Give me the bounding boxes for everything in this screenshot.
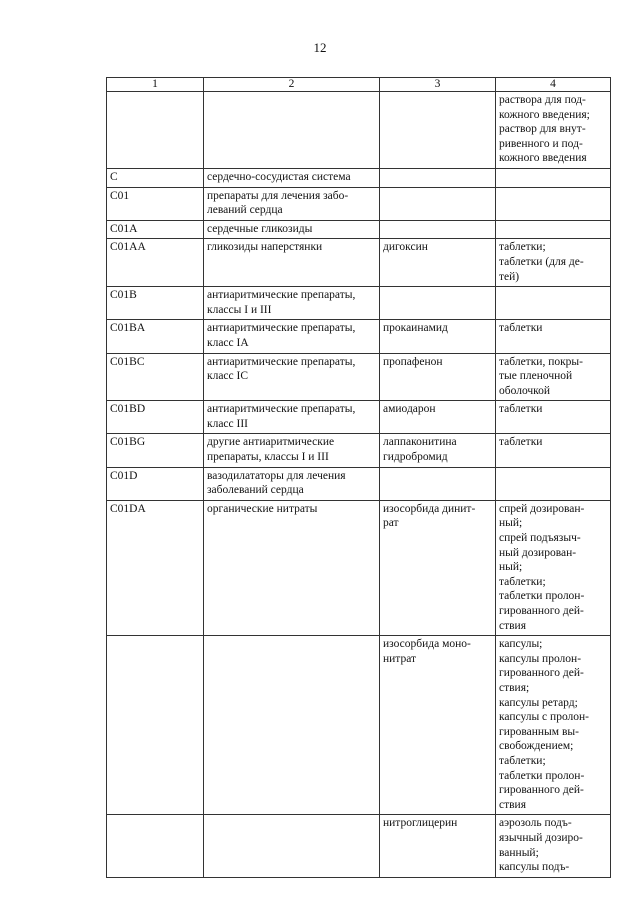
drug-classification-table xyxy=(106,77,611,878)
cell-text-line: ный дозирован- xyxy=(499,546,577,559)
dosage-form-cell xyxy=(496,168,611,187)
cell-text-line: спрей подъязыч- xyxy=(499,532,581,545)
cell-text-line: гликозиды наперстянки xyxy=(207,241,323,254)
drug-name-cell xyxy=(380,168,496,187)
cell-text-line: спрей дозирован- xyxy=(499,502,585,515)
group-name-cell xyxy=(204,287,380,320)
column-header: 2 xyxy=(204,78,380,92)
cell-text-line: капсулы ретард; xyxy=(499,696,578,709)
group-name-cell xyxy=(204,434,380,467)
cell-text-line: класс IC xyxy=(207,370,249,383)
atc-code-cell xyxy=(107,168,204,187)
cell-text-line: таблетки xyxy=(499,403,543,416)
cell-text-line: таблетки пролон- xyxy=(499,590,585,603)
cell-text-line: леваний сердца xyxy=(207,204,283,217)
dosage-form-cell xyxy=(496,500,611,635)
cell-text-line: гированным вы- xyxy=(499,725,579,738)
cell-text-line: C01AA xyxy=(110,241,146,254)
cell-text-line: ный; xyxy=(499,561,523,574)
cell-text-line: C01 xyxy=(110,189,130,202)
cell-text-line: антиаритмические препараты, xyxy=(207,403,356,416)
cell-text-line: органические нитраты xyxy=(207,502,318,515)
table-row xyxy=(107,168,611,187)
dosage-form-cell xyxy=(496,401,611,434)
cell-text-line: оболочкой xyxy=(499,384,551,397)
cell-text-line: свобождением; xyxy=(499,740,574,753)
cell-text-line: кожного введения; xyxy=(499,108,590,121)
atc-code-cell xyxy=(107,434,204,467)
cell-text-line: C01BA xyxy=(110,322,146,335)
cell-text-line: таблетки; xyxy=(499,575,546,588)
dosage-form-cell xyxy=(496,220,611,239)
cell-text-line: дигоксин xyxy=(383,241,428,254)
cell-text-line: таблетки; xyxy=(499,754,546,767)
dosage-form-cell xyxy=(496,353,611,401)
cell-text-line: антиаритмические препараты, xyxy=(207,322,356,335)
page-number: 12 xyxy=(313,40,327,55)
cell-text-line: капсулы с пролон- xyxy=(499,711,590,724)
drug-name-cell xyxy=(380,92,496,169)
column-header: 1 xyxy=(107,78,204,92)
dosage-form-cell xyxy=(496,815,611,877)
cell-text-line: антиаритмические препараты, xyxy=(207,355,356,368)
cell-text-line: аэрозоль подъ- xyxy=(499,817,572,830)
table-row xyxy=(107,467,611,500)
group-name-cell xyxy=(204,636,380,815)
cell-text-line: таблетки xyxy=(499,322,543,335)
cell-text-line: C01A xyxy=(110,222,138,235)
cell-text-line: заболеваний сердца xyxy=(207,484,304,497)
cell-text-line: кожного введения xyxy=(499,152,587,165)
cell-text-line: пропафенон xyxy=(383,355,443,368)
drug-name-cell xyxy=(380,320,496,353)
cell-text-line: C01BG xyxy=(110,436,146,449)
atc-code-cell xyxy=(107,401,204,434)
cell-text-line: C01DA xyxy=(110,502,146,515)
atc-code-cell xyxy=(107,220,204,239)
table-row xyxy=(107,401,611,434)
cell-text-line: препараты, классы I и III xyxy=(207,451,329,464)
dosage-form-cell xyxy=(496,287,611,320)
atc-code-cell xyxy=(107,320,204,353)
drug-name-cell xyxy=(380,287,496,320)
drug-name-cell xyxy=(380,434,496,467)
cell-text-line: капсулы пролон- xyxy=(499,652,582,665)
cell-text-line: ванный; xyxy=(499,846,539,859)
table-row xyxy=(107,434,611,467)
cell-text-line: рат xyxy=(383,517,399,530)
group-name-cell xyxy=(204,320,380,353)
drug-name-cell xyxy=(380,239,496,287)
cell-text-line: ривенного и под- xyxy=(499,137,583,150)
cell-text-line: раствор для внут- xyxy=(499,123,586,136)
cell-text-line: гированного дей- xyxy=(499,667,584,680)
group-name-cell xyxy=(204,401,380,434)
drug-name-cell xyxy=(380,815,496,877)
atc-code-cell xyxy=(107,636,204,815)
cell-text-line: C01BD xyxy=(110,403,146,416)
cell-text-line: нитроглицерин xyxy=(383,817,458,830)
cell-text-line: таблетки; xyxy=(499,241,546,254)
table-header-row xyxy=(107,78,611,92)
group-name-cell xyxy=(204,168,380,187)
cell-text-line: класс III xyxy=(207,417,249,430)
group-name-cell xyxy=(204,187,380,220)
cell-text-line: гированного дей- xyxy=(499,605,584,617)
table-row xyxy=(107,500,611,635)
dosage-form-cell xyxy=(496,434,611,467)
cell-text-line: раствора для под- xyxy=(499,94,586,106)
atc-code-cell xyxy=(107,467,204,500)
cell-text-line: ствия xyxy=(499,619,527,632)
group-name-cell xyxy=(204,500,380,635)
cell-text-line: препараты для лечения забо- xyxy=(207,189,349,202)
cell-text-line: изосорбида динит- xyxy=(383,502,476,515)
cell-text-line: вазодилататоры для лечения xyxy=(207,469,346,482)
cell-text-line: тей) xyxy=(499,270,520,283)
table-row xyxy=(107,187,611,220)
cell-text-line: изосорбида моно- xyxy=(383,638,471,651)
drug-name-cell xyxy=(380,467,496,500)
cell-text-line: лаппаконитина xyxy=(383,436,457,449)
dosage-form-cell xyxy=(496,187,611,220)
cell-text-line: C01BC xyxy=(110,355,145,368)
cell-text-line: ный; xyxy=(499,517,523,530)
cell-text-line: гированного дей- xyxy=(499,784,584,797)
cell-text-line: таблетки пролон- xyxy=(499,769,585,782)
atc-code-cell xyxy=(107,239,204,287)
group-name-cell xyxy=(204,815,380,877)
cell-text-line: класс IA xyxy=(207,336,249,349)
atc-code-cell xyxy=(107,187,204,220)
cell-text-line: сердечно-сосудистая система xyxy=(207,170,351,183)
cell-text-line: таблетки (для де- xyxy=(499,255,584,268)
cell-text-line: C01D xyxy=(110,469,138,482)
table-row xyxy=(107,353,611,401)
cell-text-line: ствия; xyxy=(499,681,530,694)
drug-name-cell xyxy=(380,353,496,401)
cell-text-line: язычный дозиро- xyxy=(499,831,583,844)
drug-name-cell xyxy=(380,500,496,635)
drug-name-cell xyxy=(380,187,496,220)
dosage-form-cell xyxy=(496,467,611,500)
cell-text-line: классы I и III xyxy=(207,303,272,316)
cell-text-line: капсулы; xyxy=(499,638,543,651)
drug-name-cell xyxy=(380,401,496,434)
dosage-form-cell xyxy=(496,636,611,815)
cell-text-line: нитрат xyxy=(383,652,417,665)
cell-text-line: ствия xyxy=(499,798,527,811)
table-row xyxy=(107,815,611,877)
cell-text-line: сердечные гликозиды xyxy=(207,222,313,235)
group-name-cell xyxy=(204,92,380,169)
group-name-cell xyxy=(204,239,380,287)
cell-text-line: капсулы подъ- xyxy=(499,861,570,874)
cell-text-line: гидробромид xyxy=(383,451,448,464)
atc-code-cell xyxy=(107,353,204,401)
cell-text-line: прокаинамид xyxy=(383,322,448,335)
atc-code-cell xyxy=(107,92,204,169)
group-name-cell xyxy=(204,467,380,500)
cell-text-line: таблетки, покры- xyxy=(499,355,583,368)
column-header: 4 xyxy=(496,78,611,92)
drug-name-cell xyxy=(380,636,496,815)
table-row xyxy=(107,636,611,815)
cell-text-line: амиодарон xyxy=(383,403,436,416)
cell-text-line: тые пленочной xyxy=(499,370,573,383)
dosage-form-cell xyxy=(496,92,611,169)
table-row xyxy=(107,239,611,287)
cell-text-line: таблетки xyxy=(499,436,543,449)
cell-text-line: C xyxy=(110,170,118,183)
table-row xyxy=(107,92,611,169)
atc-code-cell xyxy=(107,815,204,877)
cell-text-line: антиаритмические препараты, xyxy=(207,289,356,302)
table-row xyxy=(107,320,611,353)
group-name-cell xyxy=(204,220,380,239)
group-name-cell xyxy=(204,353,380,401)
cell-text-line: C01B xyxy=(110,289,137,302)
dosage-form-cell xyxy=(496,239,611,287)
column-header: 3 xyxy=(380,78,496,92)
cell-text-line: другие антиаритмические xyxy=(207,436,335,449)
atc-code-cell xyxy=(107,500,204,635)
drug-name-cell xyxy=(380,220,496,239)
dosage-form-cell xyxy=(496,320,611,353)
table-row xyxy=(107,287,611,320)
atc-code-cell xyxy=(107,287,204,320)
table-row xyxy=(107,220,611,239)
